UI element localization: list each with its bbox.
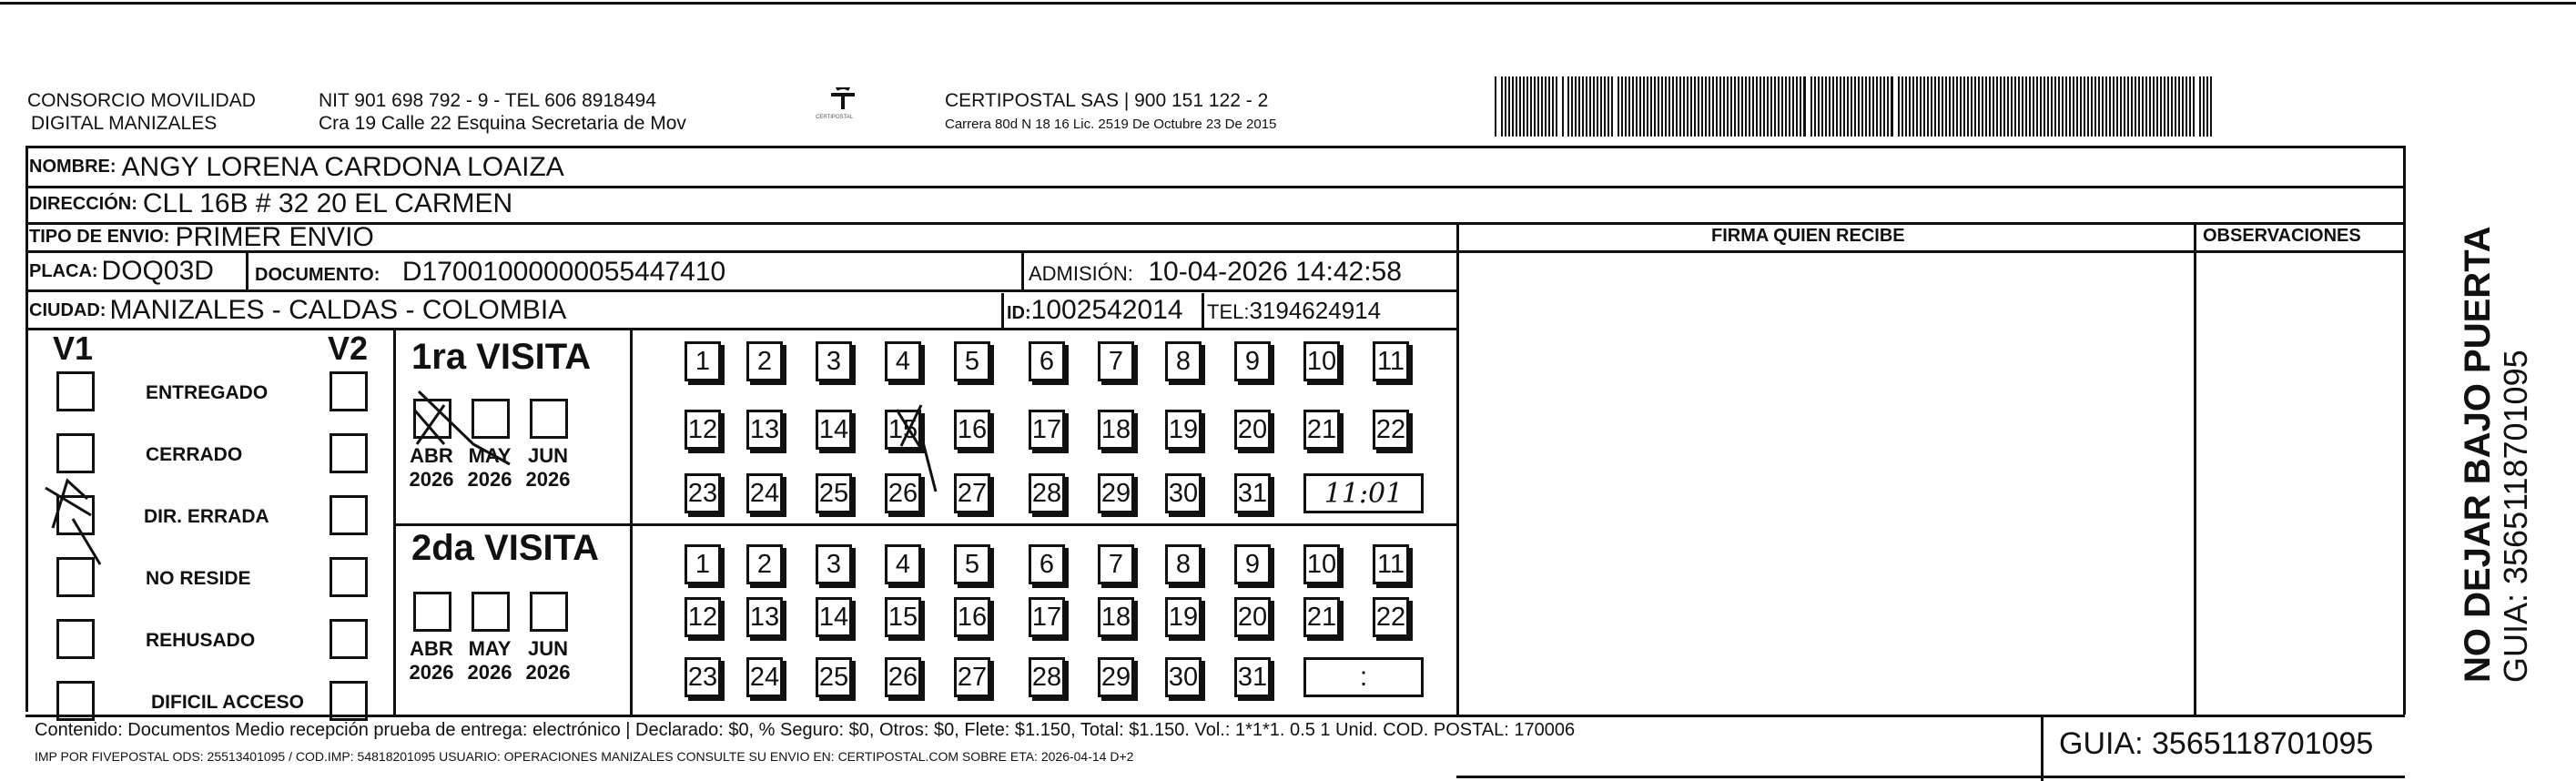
visit-1-day-19[interactable]: 19 [1165, 410, 1202, 450]
id-label: ID: [1007, 303, 1031, 323]
direccion-label: DIRECCIÓN: [29, 193, 137, 214]
no-dejar-bajo-puerta: NO DEJAR BAJO PUERTA [2458, 226, 2498, 683]
visit-2-day-17[interactable]: 17 [1029, 597, 1065, 637]
reason-label-cerrado: CERRADO [146, 444, 243, 465]
nombre-label: NOMBRE: [29, 157, 117, 177]
v2-label: V2 [328, 330, 369, 367]
month-name: ABR [410, 444, 453, 467]
visit-1-day-14[interactable]: 14 [816, 410, 852, 450]
company-line-1: CONSORCIO MOVILIDAD [27, 90, 256, 111]
reason-label-dificil-acceso: DIFICIL ACCESO [151, 692, 305, 713]
month-name: ABR [410, 637, 453, 660]
documento-label: DOCUMENTO: [255, 265, 380, 285]
visit-2-day-30[interactable]: 30 [1165, 657, 1202, 697]
visit-1-day-5[interactable]: 5 [954, 341, 990, 381]
visit-2-day-26[interactable]: 26 [885, 657, 921, 697]
visit-2-day-20[interactable]: 20 [1234, 597, 1271, 637]
month-year: 2026 [409, 468, 454, 491]
footer-bottom-line [1456, 776, 2405, 778]
address-line: Cra 19 Calle 22 Esquina Secretaria de Mov [319, 113, 686, 134]
visit-2-day-27[interactable]: 27 [954, 657, 990, 697]
visit-1-day-23[interactable]: 23 [685, 473, 721, 513]
month-name: JUN [527, 444, 568, 467]
visit-2-day-23[interactable]: 23 [685, 657, 721, 697]
tipo-label: TIPO DE ENVIO: [29, 227, 170, 247]
visit-1-day-6[interactable]: 6 [1029, 341, 1065, 381]
nombre-value: ANGY LORENA CARDONA LOAIZA [121, 151, 564, 182]
reason-label-rehusado: REHUSADO [146, 630, 256, 651]
visit-1-day-20[interactable]: 20 [1234, 410, 1271, 450]
month-year: 2026 [409, 661, 454, 684]
footer-guia-divider [2041, 715, 2044, 781]
visit-1-day-2[interactable]: 2 [746, 341, 783, 381]
ciudad-label: CIUDAD: [29, 299, 106, 320]
visit-2-day-5[interactable]: 5 [954, 544, 990, 584]
month-year: 2026 [467, 661, 512, 684]
v1-label: V1 [53, 330, 94, 367]
visit-2-day-19[interactable]: 19 [1165, 597, 1202, 637]
firma-label: FIRMA QUIEN RECIBE [1711, 226, 1905, 246]
reason-label-entregado: ENTREGADO [146, 382, 269, 403]
visit-2-day-31[interactable]: 31 [1234, 657, 1271, 697]
month-year: 2026 [525, 468, 571, 491]
visit-1-day-8[interactable]: 8 [1165, 341, 1202, 381]
month-year: 2026 [467, 468, 512, 491]
visit-2-time-value: : [1359, 662, 1368, 692]
reason-label-dir-errada: DIR. ERRADA [144, 506, 269, 527]
visit-2-day-22[interactable]: 22 [1373, 597, 1409, 637]
reason-label-no-reside: NO RESIDE [146, 568, 251, 589]
visit-2-day-8[interactable]: 8 [1165, 544, 1202, 584]
carrier-line-2: Carrera 80d N 18 16 Lic. 2519 De Octubre 23 De 2015 [945, 117, 1277, 132]
visit-1-day-15[interactable]: 15 [885, 410, 921, 450]
visit-2-day-6[interactable]: 6 [1029, 544, 1065, 584]
month-name: JUN [527, 637, 568, 660]
visit-2-day-16[interactable]: 16 [954, 597, 990, 637]
side-notice [2458, 226, 2534, 683]
month-year: 2026 [525, 661, 571, 684]
visit-1-day-12[interactable]: 12 [685, 410, 721, 450]
visit-2-day-7[interactable]: 7 [1098, 544, 1134, 584]
visit-1-day-21[interactable]: 21 [1303, 410, 1340, 450]
visit-2-day-1[interactable]: 1 [685, 544, 721, 584]
visit-1-day-24[interactable]: 24 [746, 473, 783, 513]
placa-label: PLACA: [29, 260, 98, 281]
visit-2-day-12[interactable]: 12 [685, 597, 721, 637]
footer-imp: IMP POR FIVEPOSTAL ODS: 25513401095 / COD.IMP: 54818201095 USUARIO: OPERACIONES MANIZALES CONSULTE SU ENVIO EN: CERTIPOSTAL.COM SOBRE ETA: 2026-04-14 D+2 [35, 749, 1134, 764]
visit-1-time-value: 11:01 [1323, 477, 1404, 510]
visit-1-day-9[interactable]: 9 [1234, 341, 1271, 381]
tel-label: TEL: [1207, 300, 1250, 323]
month-name: MAY [468, 637, 512, 660]
visit-1-day-28[interactable]: 28 [1029, 473, 1065, 513]
company-line-2: DIGITAL MANIZALES [31, 113, 218, 134]
visit-1-day-3[interactable]: 3 [816, 341, 852, 381]
visit-1-day-30[interactable]: 30 [1165, 473, 1202, 513]
visit-1-day-31[interactable]: 31 [1234, 473, 1271, 513]
visit-1-day-27[interactable]: 27 [954, 473, 990, 513]
visit-2-day-15[interactable]: 15 [885, 597, 921, 637]
visit-2-day-10[interactable]: 10 [1303, 544, 1340, 584]
side-guia: GUIA: 3565118701095 [2497, 350, 2534, 683]
visit-1-day-16[interactable]: 16 [954, 410, 990, 450]
nit-line: NIT 901 698 792 - 9 - TEL 606 8918494 [319, 90, 656, 111]
visit-2-day-25[interactable]: 25 [816, 657, 852, 697]
ciudad-value: MANIZALES - CALDAS - COLOMBIA [109, 295, 567, 325]
visit-2-day-28[interactable]: 28 [1029, 657, 1065, 697]
footer-top-line [25, 715, 2405, 717]
visit-2-day-11[interactable]: 11 [1373, 544, 1409, 584]
visit-2-day-24[interactable]: 24 [746, 657, 783, 697]
placa-value: DOQ03D [101, 256, 214, 286]
visit-2-day-29[interactable]: 29 [1098, 657, 1134, 697]
footer-guia: GUIA: 3565118701095 [2059, 726, 2374, 761]
visit-2-day-2[interactable]: 2 [746, 544, 783, 584]
visit-2-day-3[interactable]: 3 [816, 544, 852, 584]
direccion-value: CLL 16B # 32 20 EL CARMEN [142, 188, 513, 218]
visit-2-day-13[interactable]: 13 [746, 597, 783, 637]
visit-1-day-22[interactable]: 22 [1373, 410, 1409, 450]
visit-1-day-29[interactable]: 29 [1098, 473, 1134, 513]
carrier-line-1: CERTIPOSTAL SAS | 900 151 122 - 2 [945, 90, 1269, 111]
visit-2-day-9[interactable]: 9 [1234, 544, 1271, 584]
observaciones-label: OBSERVACIONES [2203, 226, 2361, 246]
visit-2-day-4[interactable]: 4 [885, 544, 921, 584]
visit-1-day-4[interactable]: 4 [885, 341, 921, 381]
tipo-value: PRIMER ENVIO [175, 221, 374, 252]
visit-1-day-13[interactable]: 13 [746, 410, 783, 450]
visit-1-day-7[interactable]: 7 [1098, 341, 1134, 381]
visit-2-title: 2da VISITA [411, 528, 599, 568]
documento-value: D17001000000055447410 [401, 257, 726, 287]
tel-value: 3194624914 [1249, 297, 1382, 324]
admision-value: 10-04-2026 14:42:58 [1148, 257, 1402, 287]
id-value: 1002542014 [1030, 295, 1183, 325]
visit-1-day-10[interactable]: 10 [1303, 341, 1340, 381]
logo-text: CERTIPOSTAL [816, 115, 854, 120]
month-name: MAY [468, 444, 512, 467]
visit-1-day-18[interactable]: 18 [1098, 410, 1134, 450]
visit-1-day-1[interactable]: 1 [685, 341, 721, 381]
visit-2-day-18[interactable]: 18 [1098, 597, 1134, 637]
visit-1-title: 1ra VISITA [411, 337, 592, 377]
visit-1-day-26[interactable]: 26 [885, 473, 921, 513]
visit-2-day-14[interactable]: 14 [816, 597, 852, 637]
visit-1-day-17[interactable]: 17 [1029, 410, 1065, 450]
footer-content: Contenido: Documentos Medio recepción prueba de entrega: electrónico | Declarado: $0, % Seguro: $0, Otros: $0, Flete: $1.150, Total: $1.150. Vol.: 1*1*1. 0.5 1 Unid. COD. POSTAL: 170006 [35, 720, 1576, 740]
visit-1-day-25[interactable]: 25 [816, 473, 852, 513]
admision-label: ADMISIÓN: [1029, 262, 1133, 285]
visit-1-day-11[interactable]: 11 [1373, 341, 1409, 381]
visit-2-day-21[interactable]: 21 [1303, 597, 1340, 637]
